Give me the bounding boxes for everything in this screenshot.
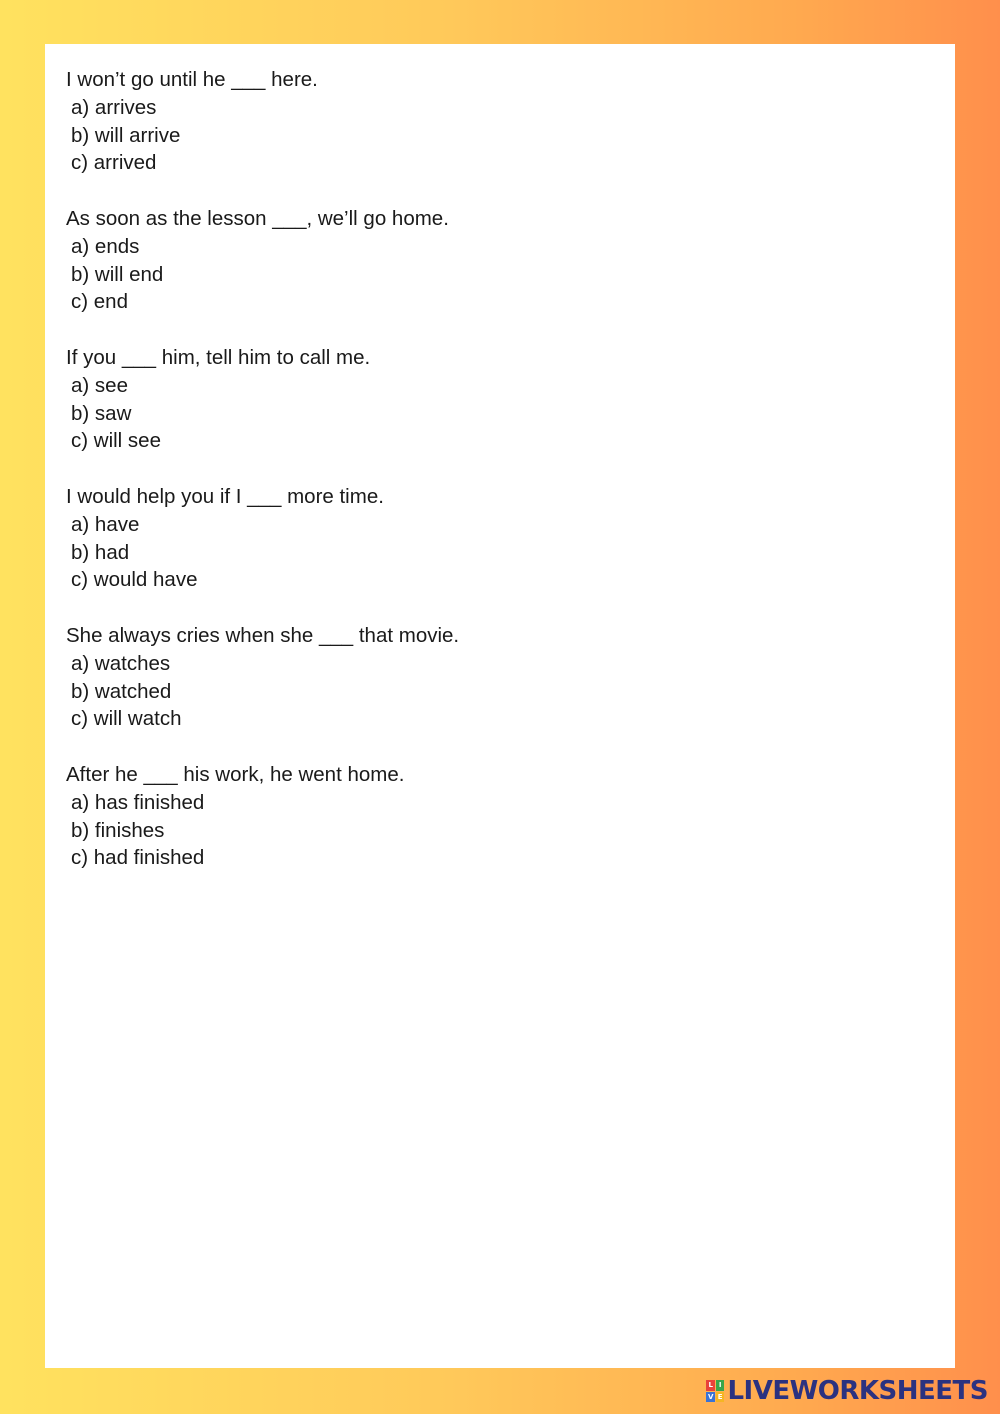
question-1 bbox=[66, 66, 926, 177]
option-b[interactable]: b) will end bbox=[71, 262, 164, 286]
question-text: If you ___ him, tell him to call me. bbox=[66, 345, 371, 369]
question-4 bbox=[66, 483, 926, 594]
question-text: I won’t go until he ___ here. bbox=[66, 68, 318, 91]
logo-letter: V bbox=[707, 1392, 714, 1401]
liveworksheets-logo-icon bbox=[706, 1380, 724, 1402]
option-b[interactable]: b) had bbox=[71, 540, 130, 564]
option-c[interactable]: c) would have bbox=[71, 568, 198, 592]
question-text: She always cries when she ___ that movie. bbox=[66, 623, 460, 647]
option-a[interactable]: a) see bbox=[71, 373, 128, 397]
question-list bbox=[66, 66, 926, 900]
option-b[interactable]: b) finishes bbox=[71, 818, 165, 842]
option-a[interactable]: a) has finished bbox=[71, 790, 205, 814]
question-3 bbox=[66, 344, 926, 455]
option-b[interactable]: b) saw bbox=[71, 401, 132, 425]
option-c[interactable]: c) arrived bbox=[71, 151, 157, 175]
question-6 bbox=[66, 761, 926, 872]
question-2 bbox=[66, 205, 926, 316]
logo-letter: E bbox=[717, 1392, 723, 1401]
question-text: As soon as the lesson ___, we’ll go home. bbox=[66, 206, 449, 230]
option-a[interactable]: a) ends bbox=[71, 234, 140, 258]
question-5 bbox=[66, 622, 926, 733]
option-c[interactable]: c) will watch bbox=[71, 707, 182, 731]
option-c[interactable]: c) will see bbox=[71, 429, 161, 453]
option-a[interactable]: a) watches bbox=[71, 651, 171, 675]
option-b[interactable]: b) watched bbox=[71, 679, 172, 703]
option-a[interactable]: a) arrives bbox=[71, 95, 157, 119]
option-a[interactable]: a) have bbox=[71, 512, 140, 536]
question-text: I would help you if I ___ more time. bbox=[66, 484, 384, 508]
brand-name: LIVEWORKSHEETS bbox=[727, 1376, 988, 1406]
option-c[interactable]: c) end bbox=[71, 290, 128, 314]
liveworksheets-brand[interactable] bbox=[706, 1376, 988, 1406]
option-b[interactable]: b) will arrive bbox=[71, 123, 181, 147]
logo-letter: L bbox=[706, 1380, 715, 1391]
question-text: After he ___ his work, he went home. bbox=[66, 762, 405, 786]
option-c[interactable]: c) had finished bbox=[71, 846, 205, 870]
worksheet-page bbox=[45, 44, 955, 1368]
logo-letter: I bbox=[716, 1380, 725, 1391]
